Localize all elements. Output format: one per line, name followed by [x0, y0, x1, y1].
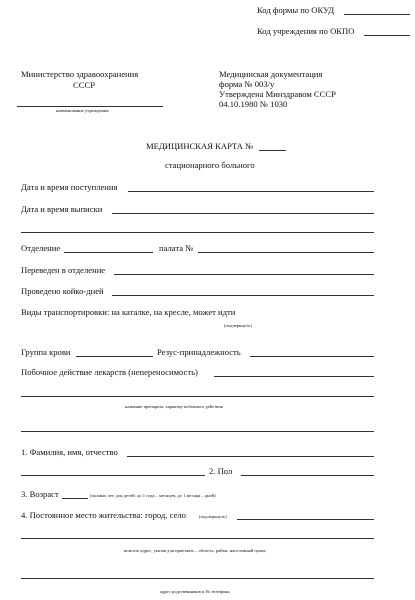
side-effects-extra-line-2[interactable]	[21, 431, 374, 432]
doc-info-line3: Утверждена Минздравом СССР	[219, 89, 336, 99]
relatives-line[interactable]	[21, 578, 374, 579]
age-field-line[interactable]	[62, 498, 88, 499]
transport-label: Виды транспортировки: на каталке, на кресле, может идти	[21, 307, 236, 317]
sex-label: 2. Пол	[209, 466, 233, 476]
age-caption: (полных лет, для детей: до 1 года – месяцев, до 1 месяца – дней)	[90, 493, 216, 498]
institution-caption: наименование учреждения	[56, 108, 109, 113]
relatives-caption: адрес родственников и № телефона,	[160, 589, 231, 594]
doc-info-line1: Медицинская документация	[219, 69, 323, 79]
okpo-label: Код учреждения по ОКПО	[257, 26, 355, 36]
bed-days-label: Проведено койко-дней	[21, 286, 104, 296]
side-effects-caption: название препарата, характер побочного действия	[125, 404, 223, 409]
address-line[interactable]	[21, 538, 374, 539]
discharge-field-line[interactable]	[112, 213, 374, 214]
page-subtitle: стационарного больного	[165, 160, 255, 170]
okud-field-line[interactable]	[344, 14, 410, 15]
department-label: Отделение	[21, 243, 61, 253]
transferred-label: Переведен в отделение	[21, 265, 106, 275]
sex-field-line[interactable]	[241, 475, 374, 476]
fio-field-line[interactable]	[127, 456, 374, 457]
residence-field-line[interactable]	[237, 519, 374, 520]
transport-caption: (подчеркнуть)	[224, 323, 252, 328]
doc-info-line2: форма № 003/у	[219, 79, 275, 89]
residence-label: 4. Постоянное место жительства: город, село	[21, 510, 186, 520]
ward-field-line[interactable]	[198, 252, 374, 253]
discharge-label: Дата и время выписки	[21, 204, 103, 214]
side-effects-label: Побочное действие лекарств (непереносимость)	[21, 367, 198, 377]
blood-group-label: Группа крови	[21, 347, 71, 357]
card-number-line[interactable]	[259, 150, 286, 151]
ward-label: палата №	[159, 243, 194, 253]
address-caption: вписать адрес, указав для приезжих – область, район, населенный пункт,	[124, 548, 267, 553]
rh-factor-field-line[interactable]	[250, 356, 374, 357]
fio-extra-line[interactable]	[21, 475, 205, 476]
age-label: 3. Возраст	[21, 489, 59, 499]
okpo-field-line[interactable]	[364, 35, 410, 36]
department-field-line[interactable]	[64, 252, 153, 253]
okud-label: Код формы по ОКУД	[257, 5, 335, 15]
side-effects-extra-line[interactable]	[21, 396, 374, 397]
rh-factor-label: Резус-принадлежность	[157, 347, 241, 357]
institution-name-line[interactable]	[17, 106, 163, 107]
discharge-extra-line[interactable]	[21, 232, 374, 233]
fio-label: 1. Фамилия, имя, отчество	[21, 447, 118, 457]
residence-caption: (подчеркнуть)	[199, 514, 227, 519]
page-title: МЕДИЦИНСКАЯ КАРТА №	[146, 141, 254, 151]
ministry-line2: СССР	[73, 80, 95, 90]
bed-days-field-line[interactable]	[112, 295, 374, 296]
side-effects-field-line[interactable]	[214, 376, 374, 377]
ministry-line1: Министерство здравоохранения	[21, 69, 139, 79]
transferred-field-line[interactable]	[114, 274, 374, 275]
doc-info-line4: 04.10.1980 № 1030	[219, 99, 288, 109]
admission-field-line[interactable]	[128, 191, 374, 192]
blood-group-field-line[interactable]	[76, 356, 153, 357]
admission-label: Дата и время поступления	[21, 182, 118, 192]
